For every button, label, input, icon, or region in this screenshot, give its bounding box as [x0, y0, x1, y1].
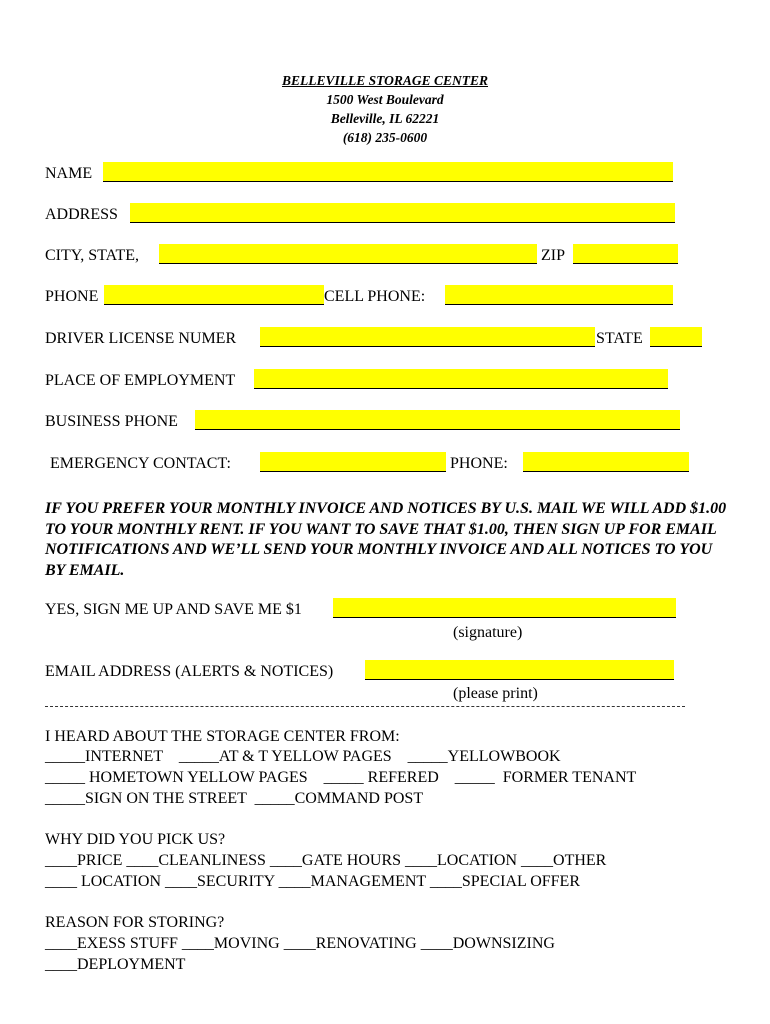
- heard-options-1[interactable]: _____INTERNET _____AT & T YELLOW PAGES _____YELLOWBOOK: [45, 748, 561, 765]
- cell-phone-label: CELL PHONE:: [324, 288, 426, 305]
- business-phone-field[interactable]: [195, 410, 680, 430]
- company-city: Belleville, IL 62221: [330, 111, 440, 126]
- phone-label: PHONE: [45, 288, 99, 305]
- signup-label: YES, SIGN ME UP AND SAVE ME $1: [45, 601, 302, 618]
- company-address: 1500 West Boulevard: [326, 92, 444, 107]
- why-title: WHY DID YOU PICK US?: [45, 831, 226, 848]
- emergency-phone-label: PHONE:: [450, 455, 508, 472]
- zip-field[interactable]: [573, 244, 678, 264]
- email-field[interactable]: [365, 660, 674, 680]
- zip-label: ZIP: [541, 247, 565, 264]
- emergency-phone-field[interactable]: [523, 452, 689, 472]
- reason-title: REASON FOR STORING?: [45, 914, 225, 931]
- driver-license-label: DRIVER LICENSE NUMER: [45, 330, 237, 347]
- name-field[interactable]: [103, 162, 673, 182]
- driver-license-field[interactable]: [260, 327, 595, 347]
- emergency-contact-field[interactable]: [260, 452, 446, 472]
- why-options-2[interactable]: ____ LOCATION ____SECURITY ____MANAGEMENT ____SPECIAL OFFER: [45, 873, 580, 890]
- address-label: ADDRESS: [45, 206, 118, 223]
- license-state-field[interactable]: [650, 327, 702, 347]
- license-state-label: STATE: [596, 330, 643, 347]
- email-notice: IF YOU PREFER YOUR MONTHLY INVOICE AND NOTICES BY U.S. MAIL WE WILL ADD $1.00 TO YOUR MONTHLY RENT. IF YOU WANT TO SAVE THAT $1.00, THEN SIGN UP FOR EMAIL NOTIFICATIONS AND WE’LL SEND YOUR MONTHLY INVOICE AND ALL NOTICES TO YOU BY EMAIL.: [45, 500, 727, 579]
- name-label: NAME: [45, 165, 93, 182]
- phone-field[interactable]: [104, 285, 324, 305]
- city-state-label: CITY, STATE,: [45, 247, 139, 264]
- email-label: EMAIL ADDRESS (ALERTS & NOTICES): [45, 663, 334, 680]
- heard-options-2[interactable]: _____ HOMETOWN YELLOW PAGES _____ REFERED _____ FORMER TENANT: [45, 769, 637, 786]
- address-field[interactable]: [130, 203, 675, 223]
- company-phone: (618) 235-0600: [342, 130, 428, 145]
- business-phone-label: BUSINESS PHONE: [45, 413, 178, 430]
- signature-hint: (signature): [453, 624, 523, 641]
- cell-phone-field[interactable]: [445, 285, 673, 305]
- signature-field[interactable]: [333, 598, 676, 618]
- employment-field[interactable]: [254, 369, 668, 389]
- heard-options-3[interactable]: _____SIGN ON THE STREET _____COMMAND POST: [45, 790, 424, 807]
- separator: [45, 706, 685, 707]
- reason-options-1[interactable]: ____EXESS STUFF ____MOVING ____RENOVATING ____DOWNSIZING: [45, 935, 555, 952]
- email-hint: (please print): [453, 685, 538, 702]
- city-state-field[interactable]: [159, 244, 537, 264]
- letterhead: [0, 71, 770, 147]
- emergency-contact-label: EMERGENCY CONTACT:: [50, 455, 231, 472]
- why-options-1[interactable]: ____PRICE ____CLEANLINESS ____GATE HOURS ____LOCATION ____OTHER: [45, 852, 607, 869]
- employment-label: PLACE OF EMPLOYMENT: [45, 372, 236, 389]
- heard-title: I HEARD ABOUT THE STORAGE CENTER FROM:: [45, 728, 400, 745]
- reason-options-2[interactable]: ____DEPLOYMENT: [45, 956, 186, 973]
- company-name: BELLEVILLE STORAGE CENTER: [281, 73, 489, 88]
